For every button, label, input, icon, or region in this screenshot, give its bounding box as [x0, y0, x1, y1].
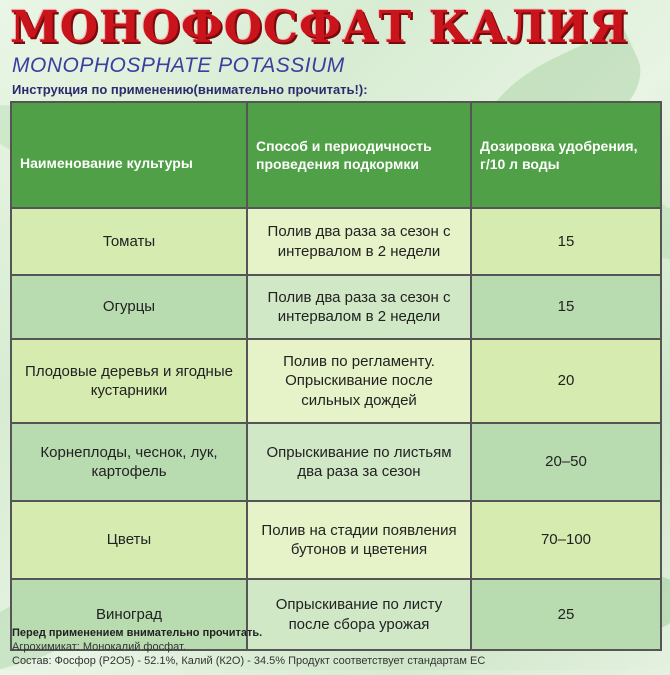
column-header-crop: Наименование культуры: [11, 102, 247, 208]
method-cell: Опрыскивание по листу после сбора урожая: [247, 579, 471, 650]
method-cell: Полив два раза за сезон с интервалом в 2 недели: [247, 208, 471, 275]
footer-composition: Состав: Фосфор (Р2О5) - 52.1%, Калий (К2О) - 34.5% Продукт соответствует стандартам ЕС: [12, 655, 486, 667]
table-row: [11, 423, 661, 501]
method-cell: Полив на стадии появления бутонов и цветения: [247, 501, 471, 579]
crop-cell: Плодовые деревья и ягодные кустарники: [11, 339, 247, 423]
table-header-row: [11, 102, 661, 208]
column-header-method: Способ и периодичность проведения подкормки: [247, 102, 471, 208]
method-cell: Опрыскивание по листьям два раза за сезон: [247, 423, 471, 501]
crop-cell: Огурцы: [11, 275, 247, 339]
method-cell: Полив по регламенту. Опрыскивание после сильных дождей: [247, 339, 471, 423]
crop-cell: Корнеплоды, чеснок, лук, картофель: [11, 423, 247, 501]
footer-warning: Перед применением внимательно прочитать.: [12, 627, 263, 639]
crop-cell: Цветы: [11, 501, 247, 579]
dose-cell: 70–100: [471, 501, 661, 579]
page-subtitle: MONOPHOSPHATE POTASSIUM: [12, 54, 345, 77]
method-cell: Полив два раза за сезон с интервалом в 2 недели: [247, 275, 471, 339]
crop-cell: Томаты: [11, 208, 247, 275]
dose-cell: 25: [471, 579, 661, 650]
dose-cell: 20–50: [471, 423, 661, 501]
dose-cell: 20: [471, 339, 661, 423]
table-row: [11, 579, 661, 650]
table-row: [11, 275, 661, 339]
footer-agrochem: Агрохимикат: Монокалий фосфат.: [12, 641, 186, 653]
dose-cell: 15: [471, 275, 661, 339]
table-row: [11, 339, 661, 423]
instruction-heading: Инструкция по применению(внимательно прочитать!):: [12, 82, 368, 97]
dosage-table: [10, 101, 662, 651]
crop-cell: Виноград: [11, 579, 247, 650]
page-title: МОНОФОСФАТ КАЛИЯ: [10, 2, 629, 53]
dose-cell: 15: [471, 208, 661, 275]
table-row: [11, 501, 661, 579]
column-header-dose: Дозировка удобрения, г/10 л воды: [471, 102, 661, 208]
table-row: [11, 208, 661, 275]
